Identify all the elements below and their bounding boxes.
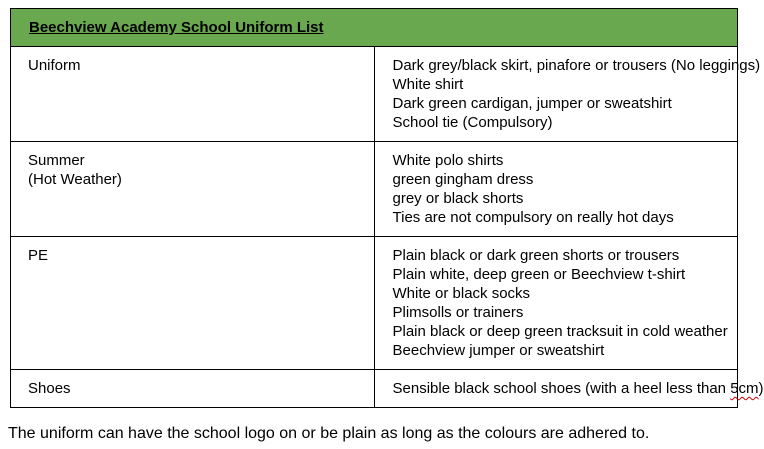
list-item: Dark grey/black skirt, pinafore or trousers (No leggings) bbox=[392, 57, 761, 74]
category-label: Shoes bbox=[28, 380, 71, 397]
category-label: Uniform bbox=[28, 57, 81, 74]
list-item: School tie (Compulsory) bbox=[392, 114, 553, 131]
list-item: White polo shirts bbox=[392, 152, 504, 169]
table-title: Beechview Academy School Uniform List bbox=[11, 9, 738, 47]
list-item: Beechview jumper or sweatshirt bbox=[392, 342, 605, 359]
items-cell bbox=[374, 47, 761, 142]
category-cell bbox=[11, 370, 375, 408]
list-item bbox=[392, 379, 764, 398]
list-item: White or black socks bbox=[392, 285, 531, 302]
items-cell bbox=[374, 142, 738, 237]
list-item: green gingham dress bbox=[392, 171, 534, 188]
table-row-uniform bbox=[11, 47, 738, 142]
list-item: grey or black shorts bbox=[392, 190, 524, 207]
category-sublabel: (Hot Weather) bbox=[28, 171, 122, 188]
list-item: Plimsolls or trainers bbox=[392, 304, 524, 321]
category-cell bbox=[11, 47, 375, 142]
table-row-shoes bbox=[11, 370, 738, 408]
footer-note: The uniform can have the school logo on or be plain as long as the colours are adhered to. bbox=[8, 425, 650, 442]
list-item: Dark green cardigan, jumper or sweatshirt bbox=[392, 95, 672, 112]
shoes-text-end: ) bbox=[758, 380, 764, 397]
category-cell bbox=[11, 237, 375, 370]
list-item: White shirt bbox=[392, 76, 464, 93]
table-row-pe bbox=[11, 237, 738, 370]
list-item: Plain white, deep green or Beechview t-shirt bbox=[392, 266, 686, 283]
uniform-table bbox=[10, 8, 764, 408]
table-header-row bbox=[11, 9, 738, 47]
shoes-text: Sensible black school shoes (with a heel less than bbox=[392, 380, 731, 397]
items-cell bbox=[374, 237, 738, 370]
category-label: Summer bbox=[28, 152, 85, 169]
category-cell bbox=[11, 142, 375, 237]
list-item: Ties are not compulsory on really hot days bbox=[392, 209, 674, 226]
items-cell bbox=[374, 370, 764, 408]
list-item: Plain black or deep green tracksuit in cold weather bbox=[392, 323, 728, 340]
spellcheck-word: 5cm bbox=[730, 380, 759, 397]
list-item: Plain black or dark green shorts or trousers bbox=[392, 247, 680, 264]
table-row-summer bbox=[11, 142, 738, 237]
category-label: PE bbox=[28, 247, 49, 264]
